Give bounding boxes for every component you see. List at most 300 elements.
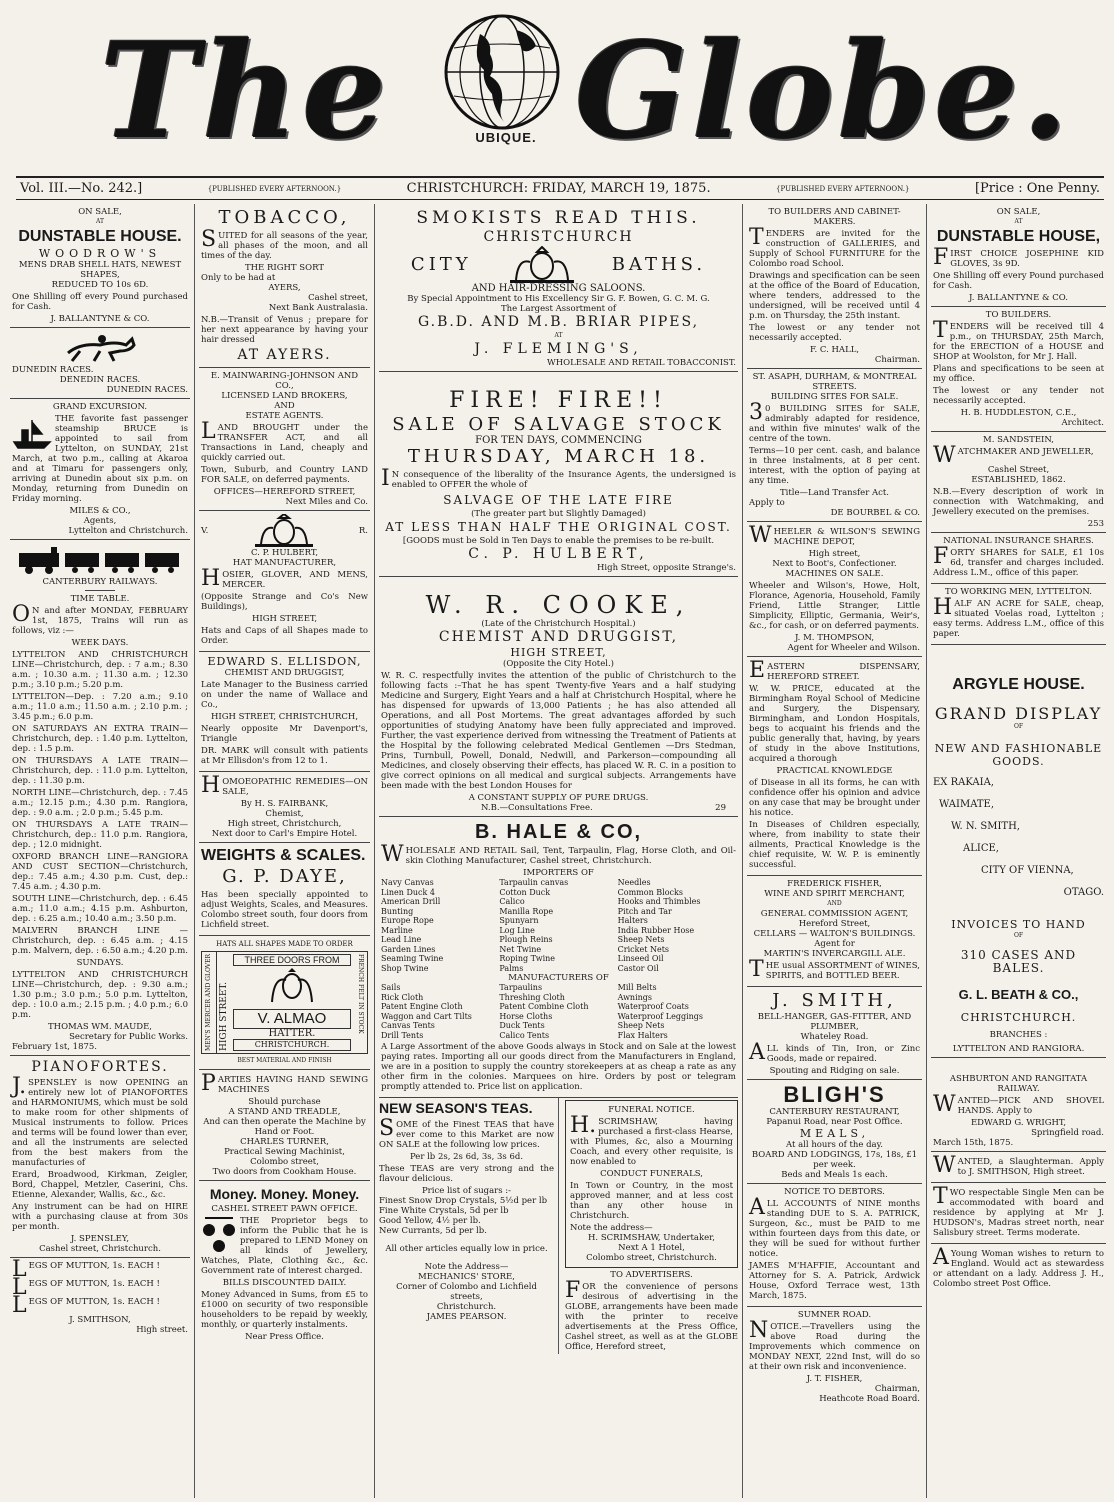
ad-line: IMPORTERS OF [523,868,594,878]
manufacturer-item: Waterproof Coats [617,1002,689,1011]
ad-body: IN consequence of the liberality of the Insurance Agents, the undersigned is enabled to OFFER the whole of [381,466,736,491]
ad-line: Beds and Meals 1s each. [781,1170,888,1180]
ad-signature: Agents, [83,516,117,526]
manufacturer-item: Rick Cloth [381,992,424,1002]
importer-item: Palms [499,963,524,973]
ad-heading: PARTIES HAVING HAND SEWING MACHINES [201,1071,368,1096]
ad-heading: ARGYLE HOUSE. [952,676,1085,693]
importer-column [381,878,499,973]
dateline [16,176,1104,200]
ad-signature: J. BALLANTYNE & CO. [50,314,150,324]
ad-line: HIGH STREET, [510,646,607,659]
importer-item: Tarpaulin canvas [499,878,569,887]
importer-item: Manilla Rope [499,906,554,916]
ad-tenders-builders [747,204,922,369]
ad-heading: E. MAINWARING-JOHNSON AND CO., [210,371,359,391]
ad-line: OTAGO. [1063,887,1104,898]
ad-line: ALICE, [963,843,999,854]
ad-name: V. ALMAO [233,1009,351,1029]
ad-line: CONDUCT FUNERALS, [600,1169,703,1179]
onsale-label: ON SALE, [996,207,1041,217]
ad-line: CHEMIST AND DRUGGIST, [224,668,345,678]
column-5 [926,204,1106,1498]
column-2 [194,204,370,1498]
ad-signature: Springfield road. [1031,1128,1104,1138]
royal-crest-icon [249,514,319,548]
royal-arms-icon [502,246,582,284]
ad-cooke-chemist [379,577,738,817]
ad-line: Apply to [749,498,785,508]
importer-item: Sheep Nets [617,935,665,944]
ad-line: OF [1013,932,1024,939]
ad-line: Colombo street, Christchurch. [586,1253,717,1263]
issue-date: CHRISTCHURCH: FRIDAY, MARCH 19, 1875. [406,181,711,196]
ad-to-advertisers [565,1270,738,1352]
ad-signature: J. SMITHSON, [69,1315,131,1325]
ad-body: of Disease in all its forms, he can with confidence offer his opinion and advice on any case that may be brought under his notice. [749,778,920,818]
ad-sumner-road [747,1307,922,1407]
ad-body: Wheeler and Wilson's, Howe, Holt, Florance, Agenoria, Household, Family Friend, Little Stranger, Little Simplicity, Elliptic, Germania, Weir's, &c., for cash, or on deferred payments. [749,581,920,631]
importer-item: Needles [617,878,651,887]
ad-line: One Shilling off every Pound purchased for Cash. [12,292,188,312]
ad-heading: WEIGHTS & SCALES. [201,847,366,864]
ad-line: CANTERBURY RESTAURANT, [769,1107,900,1117]
ad-body: WATCHMAKER AND JEWELLER, [933,443,1094,468]
ad-dunstable-house [10,204,190,328]
ad-canterbury-railways [10,540,190,1056]
ad-line: Spouting and Ridging on sale. [769,1066,900,1076]
manufacturer-item: Waterproof Leggings [617,1011,704,1021]
ad-argyle-house [931,645,1106,1058]
ad-heading: DUNSTABLE HOUSE. [18,228,182,245]
ad-line: W. N. SMITH, [951,821,1020,832]
ad-body: W. R. C. respectfully invites the attention of the public of Christchurch to the following facts :–That he has spent Twenty-five Years and a half studying Medicine and Surgery, Eight Years and a half at Christchurch Hospital, where he has dispensed for upwards of 13,000 Patients ; he has also attended all Operations, and all Post Mortems. The great advantages afforded by such opportunities of studying Anatomy have been fully appreciated and improved. Further, the vast experience derived from witnessing the Treatment of Patients at the Hospital by the following celebrated Medical Gentlemen —Drs Stedman, Prins, Turnbull, Powell, Donald, Nedwill, and Parkerson—compounding all Medicines, and closely observing their effects, has placed W. R. C. in a position to give correct opinions on all medical and surgical subjects. Arrangements have been made with the best London Houses for [381,671,736,791]
ad-line: WINE AND SPIRIT MERCHANT, [764,889,905,899]
ad-line: THE RIGHT SORT [244,263,325,273]
ad-heading: FIRE! FIRE!! [449,388,668,413]
ad-line: BELL-HANGER, GAS-FITTER, AND PLUMBER, [757,1012,912,1032]
ad-heading: ASHBURTON AND RANGITATA RAILWAY. [949,1074,1088,1094]
ad-heading: PIANOFORTES. [31,1059,169,1075]
timetable-row: OXFORD BRANCH LINE—RANGIORA AND CUST SECTION—Christchurch, dep.: 7.45 a.m.; 4.30 p.m. Cust, dep.: 7.45 a.m. ; 4.30 p.m. [12,852,188,892]
ad-line: AYERS, [268,283,301,293]
manufacturer-item: Tarpaulins [499,983,543,992]
ad-line: HIGH STREET, CHRISTCHURCH, [210,712,359,722]
ad-heading: W. R. COOKE, [425,591,692,619]
timetable-row: LYTTELTON—Dep. : 7.20 a.m.; 9.10 a.m.; 11.0 a.m.; 11.50 a.m. ; 2.10 p.m. ; 3.45 p.m.; 6.0 p.m. [12,692,188,722]
ad-line: (Late of the Christchurch Hospital.) [481,619,636,629]
ad-line: SALE OF SALVAGE STOCK [392,414,725,435]
ad-side-label: MEN'S MERCER AND GLOVER [205,954,212,1051]
ad-line: Price list of sugars :- [421,1186,512,1196]
ad-line: MANUFACTURERS OF [508,973,609,983]
manufacturer-item: Duck Tents [499,1021,545,1030]
masthead-title-the: The [100,14,391,169]
ad-body: WHOLESALE AND RETAIL Sail, Tent, Tarpaulin, Flag, Horse Cloth, and Oil-skin Clothing Manufacturer, Cashel street, Christchurch. [381,842,736,867]
ad-sewing-machines [199,1070,370,1181]
ad-line: MENS DRAB SHELL HATS, NEWEST SHAPES, [18,260,182,280]
ad-side-label: FRENCH FELT IN STOCK [357,954,364,1034]
ad-signature: Architect. [1061,418,1104,428]
globe-icon [432,10,572,150]
ad-line: Nearly opposite Mr Davenport's, Triangle [201,724,368,744]
ad-line: Whateley Road. [800,1032,869,1042]
masthead-motto: UBIQUE. [475,130,537,145]
importer-item: Linseed Oil [617,954,664,963]
ad-line: The Largest Assortment of [500,304,616,314]
ad-body: These TEAS are very strong and the flavour delicious. [379,1164,554,1184]
ad-national-insurance [931,533,1106,584]
ad-line: Should purchase [248,1097,321,1107]
ad-line: Near Press Office. [245,1332,324,1342]
ad-body: ALL kinds of Tin, Iron, or Zinc Goods, made or repaired. [749,1040,920,1065]
ad-address: High street. [136,1325,188,1335]
price-row: Good Yellow, 4½ per lb. [379,1216,481,1226]
ad-line: And can then operate the Machine by Hand or Foot. [203,1117,366,1137]
ad-heading: EDWARD S. ELLISDON, [207,655,362,668]
manufacturer-item: Patent Combine Cloth [499,1002,589,1011]
ad-line: MECHANICS' STORE, [418,1272,515,1282]
timetable-row: MALVERN BRANCH LINE — Christchurch, dep. : 6.45 a.m. ; 4.15 p.m. Malvern, dep. : 6.50 a.m.; 4.20 p.m. [12,926,189,956]
ad-line: EX RAKAIA, [933,777,994,788]
ad-heading: TO WORKING MEN, LYTTELTON. [945,587,1092,597]
royal-initial: V. [201,526,209,536]
ad-new-season-teas [379,1098,559,1354]
ad-signature: JAMES M'HAFFIE, Accountant and Attorney for S. A. Patrick, Ardwick House, Oxford Terrace west, 13th March, 1875. [749,1261,920,1301]
timetable-row: LYTTELTON AND CHRISTCHURCH LINE—Christchurch, dep. : 7 a.m.; 8.30 a.m. ; 10.30 a.m. ; 11.30 a.m. ; 12.30 p.m.; 3.10 p.m.; 5.20 p.m. [12,650,188,690]
ad-body: SUITED for all seasons of the year, all phases of the moon, and all times of the day. [201,227,368,261]
locomotive-icon [15,545,185,575]
ad-heading: BLIGH'S [783,1082,886,1107]
manufacturer-item: Horse Cloths [499,1011,553,1021]
ad-line: THURSDAY, MARCH 18. [407,446,710,467]
volume-number: Vol. III.—No. 242.] [20,181,143,196]
ad-heading: TO ADVERTISERS. [610,1270,693,1280]
manufacturer-item: Canvas Tents [381,1021,435,1030]
ad-heading: C. P. HULBERT, [250,548,319,558]
ad-tobacco [199,204,370,368]
ad-line: CELLARS — WALTON'S BUILDINGS. [753,929,916,939]
ad-line: BATHS. [611,254,707,275]
at-label: AT [95,218,104,225]
ad-body: Drawings and specification can be seen at the office of the Board of Education, where tenders, addressed to the undersigned, will be received until 4 p.m. on Thursday, the 25th instant. [749,271,920,321]
ad-heading: FUNERAL NOTICE. [608,1105,695,1115]
manufacturer-column [381,983,499,1040]
ad-name: J. SMITH, [772,990,897,1011]
ad-number: 253 [1087,519,1104,529]
ad-heading: TO BUILDERS. [985,310,1052,320]
importer-column [499,878,617,973]
ad-frederick-fisher [747,876,922,987]
ad-sandstein [931,432,1106,533]
importer-column [618,878,736,973]
ad-heading: CANTERBURY RAILWAYS. [42,577,158,587]
importer-item: Log Line [499,925,535,935]
manufacturer-column [499,983,617,1040]
ad-mainwaring-johnson [199,368,370,511]
ad-body: THE usual ASSORTMENT of WINES, SPIRITS, and BOTTLED BEER. [749,957,920,982]
ad-line: Next Bank Australasia. [268,303,368,313]
importer-item: Roping Twine [499,954,556,963]
ad-line: CITY [410,254,472,275]
ad-signature: MILES & CO., [69,506,131,516]
ad-wheeler-wilson [747,522,922,657]
ad-heading: NEW SEASON'S TEAS. [379,1100,533,1116]
steamship-icon [12,412,52,452]
ad-line: CITY OF VIENNA, [981,865,1074,876]
manufacturer-item: Patent Engine Cloth [381,1002,463,1011]
ad-date: March 15th, 1875. [933,1138,1014,1148]
manufacturer-item: Sheep Nets [617,1021,665,1030]
ad-line: BEST MATERIAL AND FINISH [237,1057,332,1064]
ad-heading: DUNSTABLE HOUSE, [936,228,1101,245]
ad-line: Colombo street, [250,1157,319,1167]
ad-line: Papanui Road, near Post Office. [766,1117,903,1127]
ad-line: LYTTELTON AND RANGIORA. [952,1044,1085,1054]
ad-line: By Special Appointment to His Excellency Sir G. F. Bowen, G. C. M. G. [407,294,710,304]
ad-line: OF [1013,723,1024,730]
ad-body: TENDERS are invited for the construction of GALLERIES, and Supply of School FURNITURE for the Colombo road School. [749,225,920,269]
issue-price: [Price : One Penny. [974,181,1100,196]
ad-body: HOSIER, GLOVER, AND MENS, MERCER. [201,566,368,591]
ad-heading: ST. ASAPH, DURHAM, & MONTREAL STREETS. [752,372,917,392]
ad-line: High Street, opposite Strange's. [597,563,736,573]
ad-signature: H. B. HUDDLESTON, C.E., [960,408,1077,418]
ad-line: GOODS. [992,755,1045,768]
ad-young-woman [931,1244,1106,1294]
ad-body: Money Advanced in Sums, from £5 to £1000 on security of two responsible householders to be repaid by weekly, monthly, or quarterly instalments. [201,1290,368,1330]
ad-line: All other articles equally low in price. [385,1244,548,1254]
importer-item: Marline [381,925,413,935]
royal-initial: R. [358,526,368,536]
ad-signature: Agent for Wheeler and Wilson. [787,643,920,653]
ad-signature: J. SPENSLEY, [70,1234,130,1244]
ad-line: GENERAL COMMISSION AGENT, [760,909,909,919]
ad-line: PRACTICAL KNOWLEDGE [776,766,893,776]
ad-line: Cashel street, [308,293,368,303]
ad-line: N.B.—Consultations Free. [481,803,593,813]
timetable-row: SOUTH LINE—Christchurch, dep. : 6.45 a.m.; 11.0 a.m.; 4.15 p.m. Ashburton, dep. : 6.25 a.m.; 10.40 a.m.; 3.50 p.m. [12,894,188,924]
ad-signature: Secretary for Public Works. [69,1032,188,1042]
ad-line: THREE DOORS FROM [233,954,351,966]
ad-name: M. SANDSTEIN, [983,435,1054,445]
importer-item: Pitch and Tar [617,906,672,916]
importer-item: Seaming Twine [381,954,444,963]
ad-body: J.SPENSLEY is now OPENING an entirely new lot of PIANOFORTES and HARMONIUMS, which must be sold to make room for other shipments of Musical instruments to follow. Prices and terms will be found lower than ever, and all the instruments are selected from the best makers from the manufacturies of [12,1074,188,1168]
ad-line: HAT MANUFACTURER, [232,558,337,568]
races-line: DUNEDIN RACES. [12,365,94,375]
importer-item: Cricket Nets [617,944,670,954]
ad-body: H.SCRIMSHAW, having purchased a first-class Hearse, with Plumes, &c, also a Mourning Coach, and every other requisite, is now enabled to [570,1113,733,1167]
ad-line: Corner of Colombo and Lichfield streets, [396,1282,537,1302]
ad-body: ALL ACCOUNTS of NINE months standing DUE to S. A. PATRICK, Surgeon, &c., must be PAID to me within fourteen days from this date, or they will be sued for without further notice. [749,1195,920,1259]
ad-body: THE Proprietor begs to inform the Public that he is prepared to LEND Money on all kinds of Jewellery, Watches, Plate, Clothing &c., &c. Government rate of interest charged. [201,1216,368,1276]
ad-line: At all hours of the day. [786,1140,883,1150]
importer-item: Castor Oil [617,963,659,973]
onsale-label: ON SALE, [78,207,122,217]
importer-item: Cotton Duck [499,887,551,897]
ad-line: CHRISTCHURCH [483,229,634,245]
ad-homeopathic [199,772,370,843]
ad-pawn-office [199,1181,370,1345]
importer-item: Navy Canvas [381,878,434,887]
ad-body: FIRST CHOICE JOSEPHINE KID GLOVES, 3s 9D. [933,245,1104,270]
ad-single-men [931,1183,1106,1244]
manufacturer-item: Flax Halters [617,1030,668,1040]
ad-ashburton-railway [931,1058,1106,1152]
manufacturer-item: Sails [381,983,401,992]
ad-line: AND HAIR-DRESSING SALOONS. [471,283,646,294]
ad-date: February 1st, 1875. [12,1042,97,1052]
ad-line: MEALS, [799,1127,870,1140]
ad-line: AT LESS THAN HALF THE ORIGINAL COST. [385,520,732,534]
ad-signature: J. T. FISHER, [806,1374,863,1384]
ad-name: C. P. HULBERT, [468,546,649,562]
ad-line: Two doors from Cookham House. [212,1167,357,1177]
ad-line: (The greater part but Slightly Damaged) [471,509,646,519]
ad-ellisdon-chemist [199,652,370,772]
importer-item: American Drill [381,897,441,906]
ad-line: H. SCRIMSHAW, Undertaker, [588,1233,715,1243]
ad-body: Plans and specifications to be seen at my office. [933,364,1104,384]
ad-line: CASHEL STREET PAWN OFFICE. [211,1204,358,1214]
ad-body: The lowest or any tender not necessarily accepted. [749,323,920,343]
importer-item: Plough Reins [499,935,553,944]
ad-line: BILLS DISCOUNTED DAILY. [222,1278,347,1288]
ad-line: (Opposite the City Hotel.) [503,659,614,669]
ad-line: A STAND AND TREADLE, [228,1107,341,1117]
timetable-row: ON THURSDAYS A LATE TRAIN—Christchurch, dep. : 11.0 p.m. Lyttelton, dep. : 11.30 p.m. [12,756,188,786]
ad-line: MACHINES ON SALE. [785,569,884,579]
importer-item: Bunting [381,906,414,916]
manufacturer-column [618,983,736,1040]
timetable-section: SUNDAYS. [76,958,124,968]
ad-funeral-notice [565,1100,738,1268]
manufacturer-item: Calico Tents [499,1030,550,1040]
importer-item: India Rubber Hose [617,925,695,935]
ad-eastern-dispensary [747,657,922,876]
ad-line: Only to be had at [201,273,276,283]
ad-line: By H. S. FAIRBANK, [240,799,329,809]
price-row: New Currants, 5d per lb. [379,1226,487,1236]
ad-body: WANTED—PICK AND SHOVEL HANDS. Apply to [933,1092,1104,1117]
ad-legs-of-mutton [10,1258,190,1338]
ad-body: Terms—10 per cent. cash, and balance in three instalments, at 8 per cent. interest, with the option of paying at any time. [749,446,920,486]
ad-line: AND [827,900,842,907]
ad-line: WHOLESALE AND RETAIL TOBACCONIST. [547,358,736,368]
ad-line: LEGS OF MUTTON, 1s. EACH ! [12,1275,160,1300]
importer-item: Linen Duck 4 [381,887,435,897]
ad-signature: THOMAS WM. MAUDE, [48,1022,152,1032]
ad-line: NEW AND FASHIONABLE [934,742,1103,755]
ad-line: [GOODS must be Sold in Ten Days to enable the premises to be re-built. [402,536,715,546]
ad-line: ESTABLISHED, 1862. [971,475,1066,485]
ad-line: WOODROW'S [38,247,162,260]
ad-body: FORTY SHARES for SALE, £1 10s 6d, transfer and charges included. Address L.M., office of this paper. [933,544,1104,578]
ad-body: The lowest or any tender not necessarily accepted. [933,386,1104,406]
ad-line: HATTER. [268,1028,316,1039]
ad-blighs-restaurant [747,1080,922,1184]
ad-notice-debtors [747,1184,922,1307]
ad-signature: EDWARD G. WRIGHT, [970,1118,1067,1128]
ad-hale-co [379,817,738,1098]
ad-line: FOR TEN DAYS, COMMENCING [475,435,642,446]
price-row: Fine White Crystals, 5d per lb [379,1206,509,1216]
manufacturer-item: Threshing Cloth [499,992,565,1002]
ad-line: Per lb 2s, 2s 6d, 3s, 3s 6d. [409,1152,524,1162]
ad-side-label: HIGH STREET. [216,952,231,1053]
ad-body: SOME of the Finest TEAS that have ever come to this Market are now ON SALE at the following low prices. [379,1116,554,1150]
ad-signature: Cashel street, Christchurch. [39,1244,161,1254]
ad-building-sites [747,369,922,522]
ad-body: TWO respectable Single Men can be accommodated with board and residence by applying at Mr J. HUDSON's, Madras street north, near Salisbury street. Terms moderate. [933,1184,1104,1238]
ad-body: FOR the convenience of persons desirous of advertising in the GLOBE, arrangements have been made with the printer to receive advertisements at the Press Office, Cashel street, as well as at the GLOBE Office, Hereford street, [565,1278,738,1352]
ad-subheading: TIME TABLE. [70,594,130,604]
ad-line: Next door to Carl's Empire Hotel. [211,829,358,839]
ad-line: BUILDING SITES FOR SALE. [770,392,899,402]
ad-pianofortes [10,1056,190,1258]
ad-heading: TO BUILDERS AND CABINET-MAKERS. [768,207,901,227]
ad-smokists [379,204,738,372]
ad-body: 30 BUILDING SITES for SALE, admirably adapted for residence, and within five minutes' walk of the centre of the town. [749,400,920,444]
ad-body: NOTICE.—Travellers using the above Road during the Improvements which commence on MONDAY NEXT, 22nd Inst, will do so at their own risk and inconvenience. [749,1318,920,1372]
importer-item: Common Blocks [617,887,683,897]
ad-wanted-slaughterman [931,1152,1106,1183]
ad-line: High street, Christchurch, [227,819,342,829]
ad-line: REDUCED TO 10s 6D. [51,280,149,290]
ad-body: TENDERS will be received till 4 p.m., on THURSDAY, 25th March, for the ERECTION of a HOUSE and SHOP at Woolston, for Mr J. Hall. [933,318,1104,362]
importer-item: Calico [499,897,525,906]
ad-number: 29 [715,803,726,813]
ad-fire-sale [379,372,738,577]
ad-grand-excursion [10,399,190,540]
ad-line: High street, [808,549,861,559]
ad-line: AT [554,332,563,339]
ad-line: MARTIN'S INVERCARGILL ALE. [763,949,906,959]
ad-line: Next to Boot's, Confectioner. [772,559,897,569]
ad-signature: J. BALLANTYNE & CO. [969,293,1068,303]
ad-line: AND [274,401,295,411]
ad-line: BRANCHES : [989,1030,1048,1040]
ad-line: A CONSTANT SUPPLY OF PURE DRUGS. [468,793,649,803]
timetable-row: ON SATURDAYS AN EXTRA TRAIN—Christchurch, dep. : 1.40 p.m. Lyttelton, dep. : 1.5 p.m. [12,724,188,754]
ad-line: Title—Land Transfer Act. [780,488,889,498]
ad-name: FREDERICK FISHER, [787,879,882,889]
ad-line: CHRISTCHURCH. [233,1039,351,1051]
importer-item: Hooks and Thimbles [617,897,701,906]
ad-line: Note the Address— [424,1262,509,1272]
ad-body: Town, Suburb, and Country LAND FOR SALE, on deferred payments. [201,465,368,485]
ad-line: Next Miles and Co. [285,497,368,507]
ad-signature: J. M. THOMPSON, [794,633,875,643]
importer-item: Net Twine [499,944,542,954]
ad-signature: JAMES PEARSON. [426,1312,507,1322]
ad-signature: Chairman, [874,1384,920,1394]
importer-item: Europe Rope [381,916,434,925]
published-note-left: {PUBLISHED EVERY AFTERNOON.} [207,184,342,193]
column-1 [10,204,190,1498]
ad-line: Next A 1 Hotel, [618,1243,685,1253]
importer-item: Halters [617,916,648,925]
ad-almao-hatter [199,936,370,1070]
ad-line: Cashel Street, [987,465,1050,475]
ad-body: Late Manager to the Business carried on under the name of Wallace and Co., [201,680,368,710]
ad-line: Hereford Street, [798,919,871,929]
importer-item: Lead Line [381,935,422,944]
ad-name: G. P. DAYE, [222,866,347,887]
price-row: Finest Snow Drop Crystals, 5½d per lb [379,1196,548,1206]
importers-list [381,878,736,973]
